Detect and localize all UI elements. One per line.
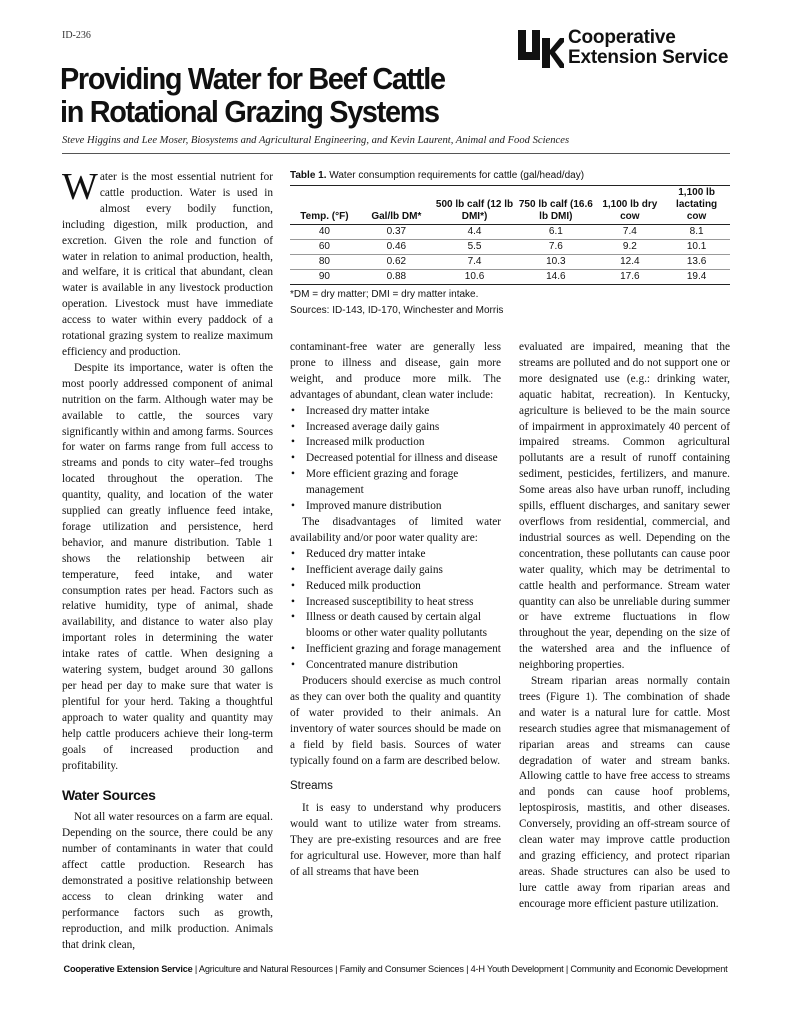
uk-extension-logo xyxy=(518,28,733,72)
paragraph-contaminant-free: contaminant-free water are generally less prone to illness and disease, gain more weight, and produce more milk. The advantages of abundant, clean water include: xyxy=(290,341,501,401)
table-header-row xyxy=(290,186,730,225)
table-header-cell: Gal/lb DM* xyxy=(359,186,434,225)
table-cell: 6.1 xyxy=(515,225,596,240)
table-cell: 40 xyxy=(290,225,359,240)
table-row xyxy=(290,240,730,255)
list-item: • Concentrated manure distribution xyxy=(290,658,501,674)
table-row xyxy=(290,255,730,270)
table-cell: 5.5 xyxy=(434,240,515,255)
authors-line: Steve Higgins and Lee Moser, Biosystems and Agricultural Engineering, and Kevin Laurent, Animal and Food Sciences xyxy=(62,135,570,146)
subheading-streams: Streams xyxy=(290,780,333,793)
document-title xyxy=(60,62,445,128)
disadvantages-list xyxy=(290,547,501,674)
table-cell: 7.4 xyxy=(434,255,515,270)
list-item: • Inefficient average daily gains xyxy=(290,563,501,579)
table-1-block xyxy=(290,170,730,317)
intro-paragraph: Water is the most essential nutrient for cattle production. Water is used in almost every bodily function, including digestion, milk production, and excretion. Given the role and function of water in relation to animal production, health, and welfare, it is critical that abundant, clean water is available in any livestock production operation. Livestock must have immediate access to water within every paddock of a rotational grazing system to realize maximum efficiency and production. xyxy=(62,166,273,358)
footer-lead: Cooperative Extension Service xyxy=(63,964,193,974)
table-cell: 13.6 xyxy=(663,255,730,270)
uk-logo-icon xyxy=(518,30,564,68)
section-heading-water-sources: Water Sources xyxy=(62,787,156,804)
list-item: • Increased milk production xyxy=(290,435,501,451)
list-item: • Reduced dry matter intake xyxy=(290,547,501,563)
table-header-cell: 750 lb calf (16.6 lb DMI) xyxy=(515,186,596,225)
table-cell: 17.6 xyxy=(597,270,664,285)
logo-text xyxy=(568,28,728,68)
list-item: • Increased susceptibility to heat stress xyxy=(290,595,501,611)
table-cell: 19.4 xyxy=(663,270,730,285)
table-cell: 0.62 xyxy=(359,255,434,270)
table-cell: 90 xyxy=(290,270,359,285)
title-line1: Providing Water for Beef Cattle xyxy=(60,61,445,96)
table-header-cell: 1,100 lb dry cow xyxy=(597,186,664,225)
logo-line2: Extension Service xyxy=(568,47,729,68)
table-cell: 7.6 xyxy=(515,240,596,255)
table-cell: 10.1 xyxy=(663,240,730,255)
table-cell: 4.4 xyxy=(434,225,515,240)
table-cell: 14.6 xyxy=(515,270,596,285)
table-cell: 0.46 xyxy=(359,240,434,255)
table-header-cell: Temp. (°F) xyxy=(290,186,359,225)
title-divider xyxy=(62,153,730,154)
table-header-cell: 500 lb calf (12 lb DMI*) xyxy=(434,186,515,225)
table-sources: Sources: ID-143, ID-170, Winchester and Morris xyxy=(290,305,504,316)
page-footer xyxy=(0,964,791,974)
logo-line1: Cooperative xyxy=(568,27,676,48)
list-item: • Improved manure distribution xyxy=(290,499,501,515)
title-line2: in Rotational Grazing Systems xyxy=(60,94,439,129)
water-consumption-table xyxy=(290,185,730,285)
column-1 xyxy=(62,166,273,954)
list-item: • More efficient grazing and forage management xyxy=(290,467,501,499)
list-item: • Illness or death caused by certain algal blooms or other water quality pollutants xyxy=(290,610,501,642)
drop-cap: W xyxy=(62,166,98,208)
paragraph-disadvantages: The disadvantages of limited water availability and/or poor water quality are: xyxy=(290,515,501,544)
table-cell: 80 xyxy=(290,255,359,270)
list-item: • Decreased potential for illness and disease xyxy=(290,451,501,467)
table-footnote: *DM = dry matter; DMI = dry matter intake. xyxy=(290,289,479,300)
paragraph-impaired-streams: evaluated are impaired, meaning that the streams are polluted and do not support one or more designated use (e.g.: drinking water, aquatic habitat, recreation). In Kentucky, agriculture is believed to be the main source of impairment in approximately 40 percent of impaired streams. Common agricultural pollutants are a result of runoff containing sediment, pesticides, fertilizers, and manure. Some areas also have urban runoff, including spills, effluent discharges, and sanitary sewer overflows from residential, commercial, and industrial sources as well. Depending on the concentration, these pollutants can cause poor water quality, which may be detrimental to cattle health and performance. Stream water quantity can also be unreliable during summer or have extreme fluctuations in flow throughout the year, depending on the size of the watershed area and the influence of neighboring properties. xyxy=(519,341,730,672)
table-cell: 8.1 xyxy=(663,225,730,240)
table-cell: 10.6 xyxy=(434,270,515,285)
list-item: • Reduced milk production xyxy=(290,579,501,595)
table-cell: 9.2 xyxy=(597,240,664,255)
paragraph-riparian: Stream riparian areas normally contain trees (Figure 1). The combination of shade and water is a natural lure for cattle. Most research studies agree that mismanagement of riparian areas and streams can cause degradation of water and stream banks. Allowing cattle to have free access to streams and ponds can cause hoof problems, leptospirosis, mastitis, and other diseases. Conversely, providing an off-stream source of clean water may improve cattle production and grazing efficiency, and protect riparian areas. Shade structures can also be used to lure cattle away from riparian areas and encourage more efficient pasture utilization. xyxy=(519,675,730,910)
paragraph-water-resources: Not all water resources on a farm are equal. Depending on the source, there could be any number of contaminants in water that could affect cattle production. Research has demonstrated a positive relationship between access to clean drinking water and performance factors such as growth, reproduction, and milk production. Animals that drink clean, xyxy=(62,811,273,951)
column-3 xyxy=(519,340,730,913)
table-caption: Table 1. Water consumption requirements for cattle (gal/head/day) xyxy=(290,170,585,181)
table-row xyxy=(290,225,730,240)
list-item: • Increased average daily gains xyxy=(290,420,501,436)
paragraph-streams: It is easy to understand why producers would want to utilize water from streams. They are pre-existing resources and are free for agricultural use. However, more than half of all streams that have been xyxy=(290,802,501,878)
column-2 xyxy=(290,340,501,881)
paragraph-producers: Producers should exercise as much control as they can over both the quality and quantity of water provided to their animals. An inventory of water sources should be made on a field by field basis. Sources of water typically found on a farm are described below. xyxy=(290,675,501,767)
advantages-list xyxy=(290,404,501,515)
table-cell: 7.4 xyxy=(597,225,664,240)
table-cell: 12.4 xyxy=(597,255,664,270)
table-cell: 0.88 xyxy=(359,270,434,285)
table-header-cell: 1,100 lb lactating cow xyxy=(663,186,730,225)
document-id: ID-236 xyxy=(62,30,91,41)
paragraph-importance: Despite its importance, water is often the most poorly addressed component of animal nutrition on the farm. Although water may be available to cattle, the sources vary significantly within and among farms. Sources for water on farms range from full access to streams and ponds to city water–fed troughs located throughout the operation. The quantity, quality, and location of the water supplied can greatly influence feed intake, forage utilization and persistence, herd behavior, and manure distribution. Table 1 shows the relationship between air temperature, feed intake, and water consumption rates per head. Factors such as relative humidity, type of animal, shade availability, and distance to water also play important roles in determining the water intake rates of cattle. When designing a watering system, budget around 30 gallons per head per day to make sure that water is plentiful for your herd. Taking a thoughtful approach to water quality and quantity may help cattle producers achieve their long-term goals of increased production and profitability. xyxy=(62,361,273,772)
table-cell: 60 xyxy=(290,240,359,255)
list-item: • Increased dry matter intake xyxy=(290,404,501,420)
list-item: • Inefficient grazing and forage management xyxy=(290,642,501,658)
table-cell: 0.37 xyxy=(359,225,434,240)
footer-programs: | Agriculture and Natural Resources | Family and Consumer Sciences | 4-H Youth Development | Community and Economic Development xyxy=(192,964,728,974)
table-row xyxy=(290,270,730,285)
table-cell: 10.3 xyxy=(515,255,596,270)
